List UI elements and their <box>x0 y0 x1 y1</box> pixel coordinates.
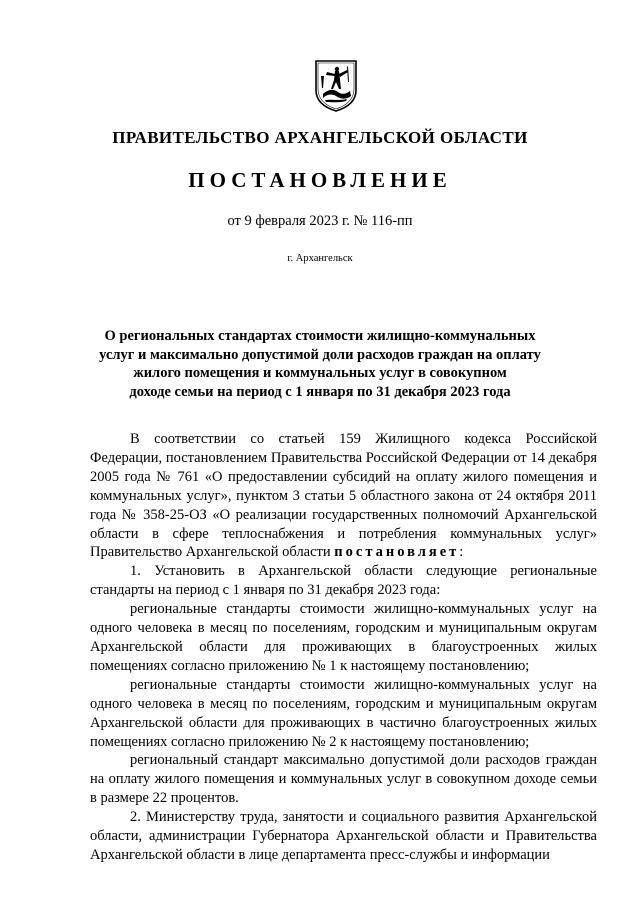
paragraph-1: 1. Установить в Архангельской области следующие региональные стандарты на период с 1 января по 31 декабря 2023 года: <box>90 563 597 599</box>
paragraph-1-item-b: региональные стандарты стоимости жилищно-коммунальных услуг на одного человека в месяц по поселениям, городским и муниципальным округам Архангельской области для проживающих в частично благоустроенных жилых помещениях согласно приложению № 2 к настоящему постановлению; <box>90 676 597 750</box>
title-line: услуг и максимально допустимой доли расходов граждан на оплату <box>99 346 541 363</box>
document-body <box>90 430 597 865</box>
government-name: ПРАВИТЕЛЬСТВО АРХАНГЕЛЬСКОЙ ОБЛАСТИ <box>112 128 528 147</box>
preamble-text: В соответствии со статьей 159 Жилищного кодекса Российской Федерации, постановлением Правительства Российской Федерации от 14 декабря 2005 года № 761 «О предоставлении субсидий на оплату жилого помещения и коммунальных услуг», пунктом 3 статьи 5 областного закона от 24 октября 2011 года № 358-25-ОЗ «О реализации государственных полномочий Архангельской области в сфере теплоснабжения и потребления коммунальных услуг» Правительство Архангельской области <box>90 431 597 561</box>
paragraph-1-item-a: региональные стандарты стоимости жилищно-коммунальных услуг на одного человека в месяц по поселениям, городским и муниципальным округам Архангельской области для проживающих в благоустроенных жилых помещениях согласно приложению № 1 к настоящему постановлению; <box>90 601 597 674</box>
document-city: г. Архангельск <box>287 253 353 264</box>
title-line: жилого помещения и коммунальных услуг в совокупном <box>133 365 507 381</box>
title-line: О региональных стандартах стоимости жилищно-коммунальных <box>104 328 536 344</box>
decree-colon: : <box>459 544 464 561</box>
title-line: доходе семьи на период с 1 января по 31 декабря 2023 года <box>129 383 511 400</box>
paragraph-1-item-c: региональный стандарт максимально допустимой доли расходов граждан на оплату жилого помещения и коммунальных услуг в совокупном доходе семьи в размере 22 процентов. <box>90 752 597 807</box>
document-type: ПОСТАНОВЛЕНИЕ <box>188 168 452 192</box>
document-title <box>90 327 550 401</box>
document-date-number: от 9 февраля 2023 г. № 116-пп <box>227 213 413 229</box>
decree-word: постановляет <box>334 544 460 561</box>
preamble-paragraph <box>90 430 597 562</box>
paragraph-2: 2. Министерству труда, занятости и социального развития Архангельской области, администрации Губернатора Архангельской области и Правительства Архангельской области в лице департамента пресс-службы и информации <box>90 809 597 863</box>
coat-of-arms-icon <box>313 58 359 112</box>
